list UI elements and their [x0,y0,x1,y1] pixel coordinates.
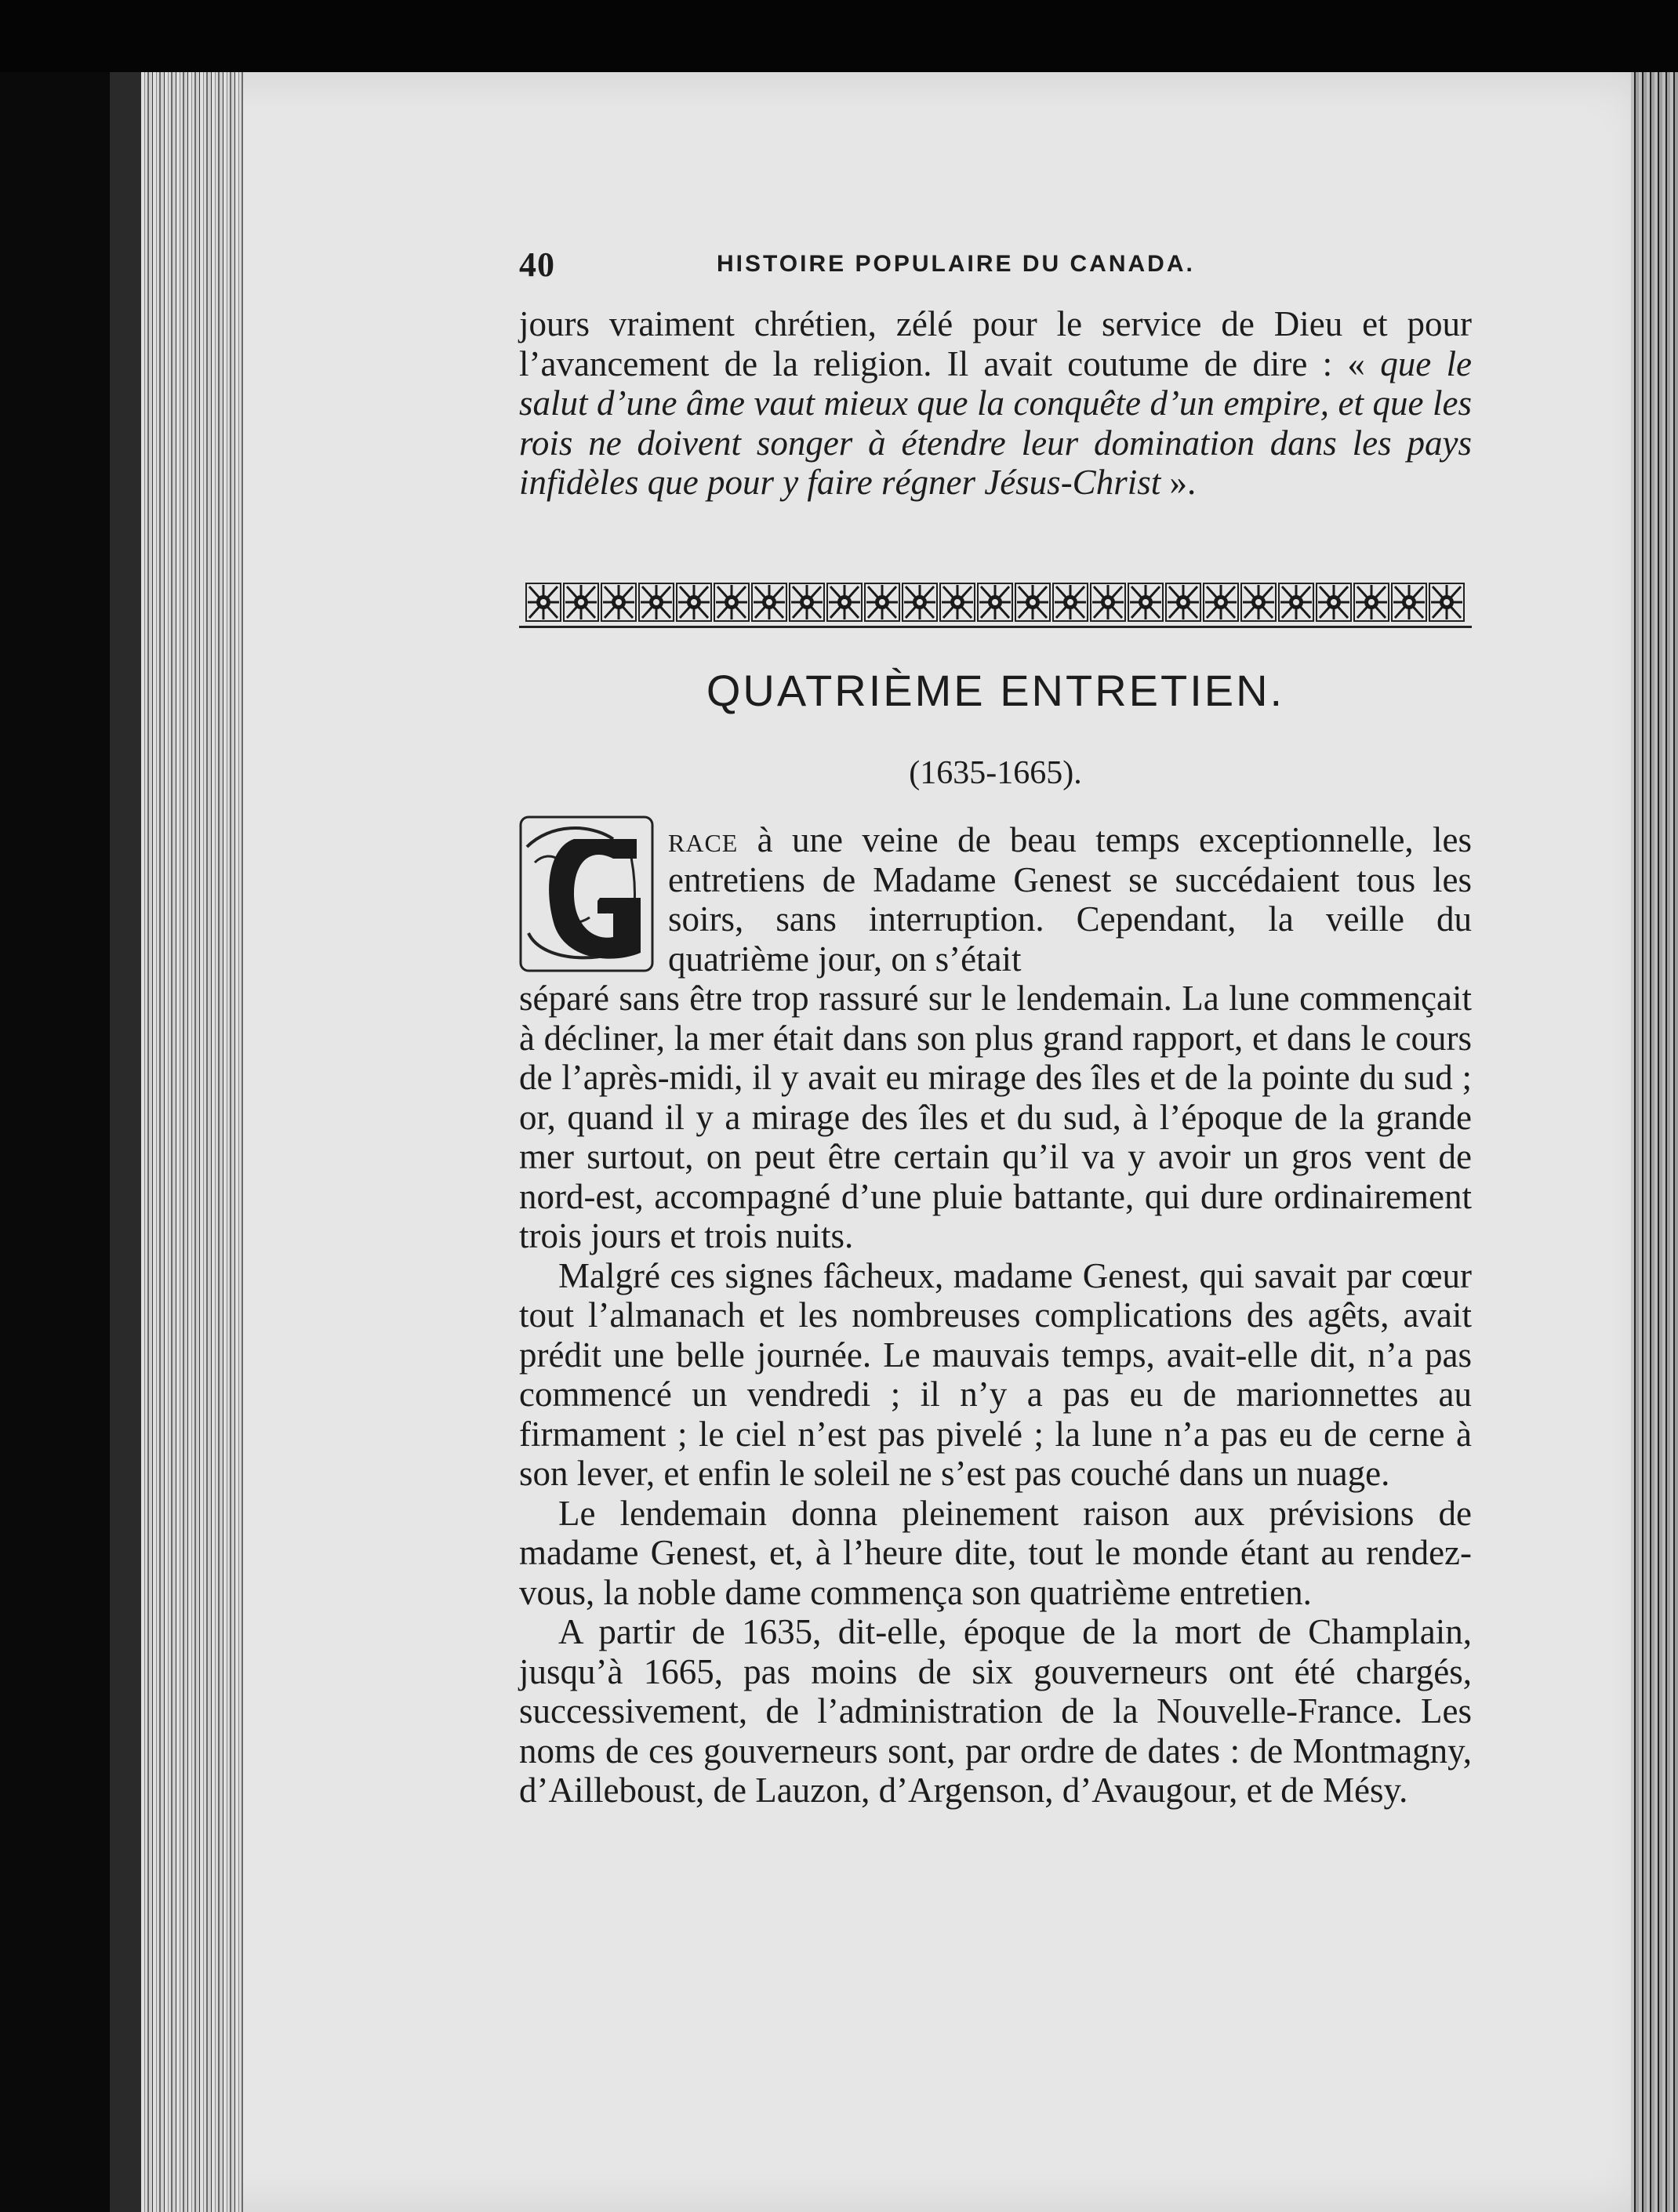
paragraph-3: Le lendemain donna pleinement raison aux prévisions de madame Genest, et, à l’heure dite, tout le monde étant au rendez-vous, la noble dame commença son quatrième entretien. [519,1493,1472,1612]
ornament-motif [940,583,975,621]
ornament-motif [677,583,711,621]
ornament-motif [1204,583,1238,621]
ornament-motif [1354,583,1389,621]
paragraph-1-opening [668,820,1472,979]
paragraph-1-first-lines: à une veine de beau temps exceptionnelle, les entretiens de Madame Genest se succédaient tous les soirs, sans interruption. Cependant, la veille du quatrième jour, on s’était [668,820,1472,979]
ornament-motif [865,583,899,621]
intro-quote: que le salut d’une âme vaut mieux que la conquête d’un empire, et que les rois ne doivent songer à étendre leur domination dans les pays infidèles que pour y faire régner Jésus-Christ [519,343,1472,502]
decorative-initial-g [519,815,654,972]
ornament-motif [903,583,937,621]
ornament-motif [1392,583,1426,621]
ornament-band [519,580,1472,629]
running-header [519,245,1472,292]
ornament-motif [1279,583,1313,621]
chapter-title: QUATRIÈME ENTRETIEN. [706,666,1285,715]
ornament-motif [1091,583,1125,621]
ornament-motif [601,583,636,621]
ornament-motif [1053,583,1088,621]
ornament-motif [714,583,749,621]
ornament-motif [1128,583,1163,621]
ornament-motif [1317,583,1351,621]
ornament-motif [1429,583,1464,621]
chapter-dates: (1635-1665). [909,755,1082,791]
page-number: 40 [519,245,555,284]
ornament-motif [827,583,862,621]
ornamental-divider [519,580,1472,629]
ornament-motif [978,583,1012,621]
ornament-motif [564,583,598,621]
intro-paragraph [519,304,1472,503]
body-text [519,979,1472,1811]
ornament-motif [752,583,786,621]
ornament-motif [1166,583,1200,621]
ornament-motif [639,583,674,621]
ornament-motif [526,583,561,621]
dropcap-continuation: race [668,820,739,859]
page-stack-right [1631,72,1678,2212]
ornament-motif [1015,583,1050,621]
paragraph-2: Malgré ces signes fâcheux, madame Genest, qui savait par cœur tout l’almanach et les nombreuses complications des agêts, avait prédit une belle journée. Le mauvais temps, avait-elle dit, n’a pas commencé un vendredi ; il n’y a pas eu de marionnettes au firmament ; le ciel n’est pas pivelé ; la lune n’a pas eu de cerne à son lever, et enfin le soleil ne s’est pas couché dans un nuage. [519,1255,1472,1493]
initial-g-icon [519,815,654,972]
paragraph-1-rest: séparé sans être trop rassuré sur le lendemain. La lune commençait à décliner, la mer était dans son plus grand rapport, et dans le cours de l’après-midi, il y avait eu mirage des îles et de la pointe du sud ; or, quand il y a mirage des îles et du sud, à l’époque de la grande mer surtout, on peut être certain qu’il va y avoir un gros vent de nord-est, accompagné d’une pluie battante, qui dure ordinairement trois jours et trois nuits. [519,979,1472,1255]
ornament-motif [790,583,824,621]
intro-tail: ». [1160,463,1197,502]
paragraph-4: A partir de 1635, dit-elle, époque de la mort de Champlain, jusqu’à 1665, pas moins de six gouverneurs ont été chargés, successivement, de l’administration de la Nouvelle-France. Les noms de ces gouverneurs sont, par ordre de dates : de Montmagny, d’Ailleboust, de Lauzon, d’Argenson, d’Avaugour, et de Mésy. [519,1612,1472,1810]
ornament-motif [1241,583,1276,621]
page-stack-left [110,72,243,2212]
scan-background [0,0,1678,72]
intro-lead: jours vraiment chrétien, zélé pour le service de Dieu et pour l’avancement de la religion. Il avait coutume de dire : « [519,304,1472,383]
running-title: HISTOIRE POPULAIRE DU CANADA. [717,251,1195,277]
